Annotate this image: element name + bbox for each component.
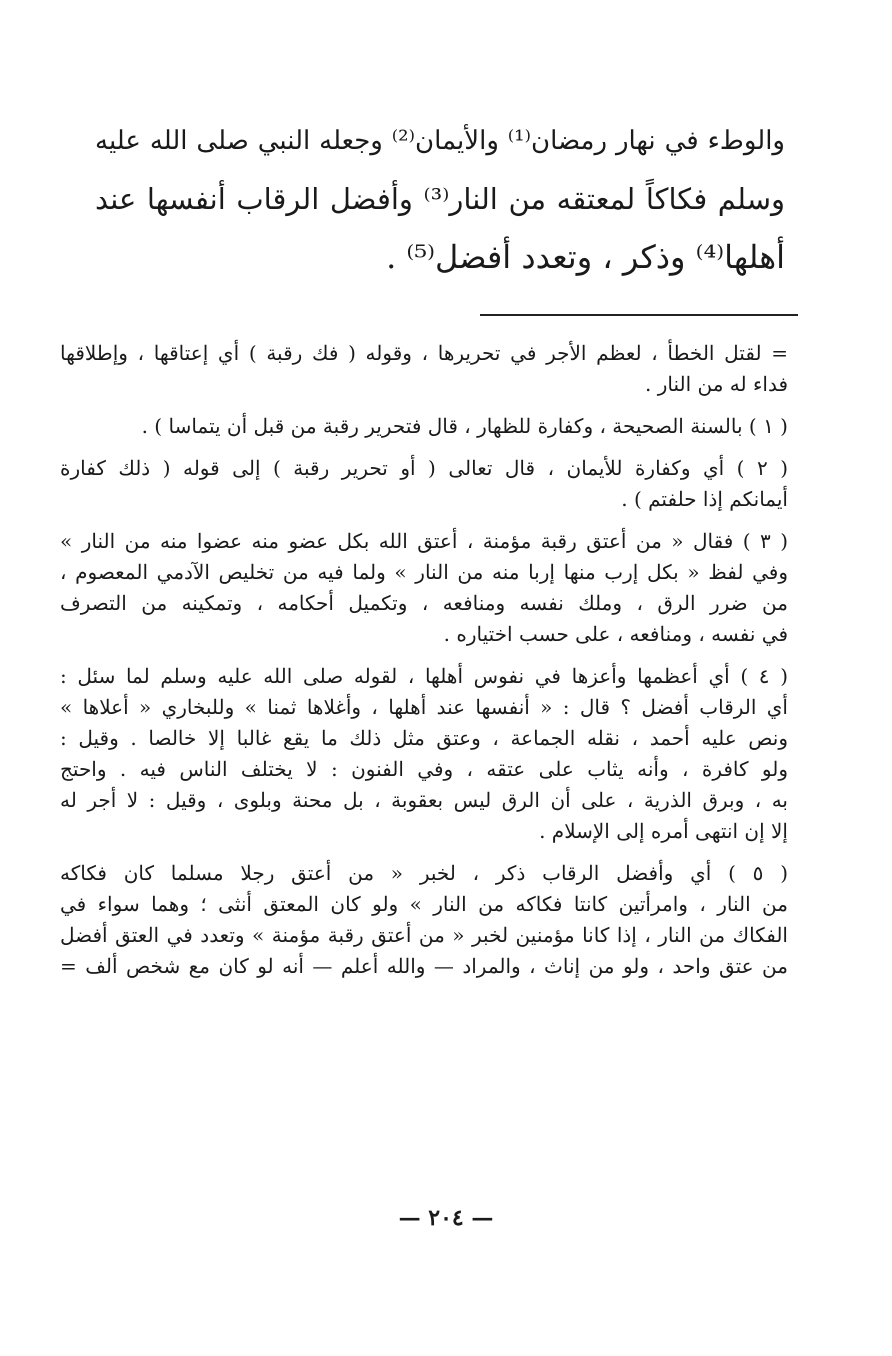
- footnote-line: الفكاك من النار ، إذا كانا مؤمنين لخبر « من أعتق رقبة مؤمنة » وتعدد في العتق أفضل: [60, 923, 788, 947]
- footnote-line: ( ٢ ) أي وكفارة للأيمان ، قال تعالى ( أو تحرير رقبة ) إلى قوله ( ذلك كفارة: [60, 456, 788, 480]
- main-text-line: والوطء في نهار رمضان⁽¹⁾ والأيمان⁽²⁾ وجعله النبي صلى الله عليه: [95, 126, 785, 156]
- footnote-line: ( ١ ) بالسنة الصحيحة ، وكفارة للظهار ، قال فتحرير رقبة من قبل أن يتماسا ) .: [141, 414, 788, 438]
- footnote-line: ونص عليه أحمد ، نقله الجماعة ، وعتق مثل ذلك ما يقع غالبا إلا خالصا . وقيل :: [60, 726, 788, 750]
- footnote-line: من ضرر الرق ، وملك نفسه ومنافعه ، وتكميل أحكامه ، وتمكينه من التصرف: [60, 591, 788, 615]
- footnote-2: [60, 453, 788, 515]
- main-text-block: [95, 112, 785, 286]
- main-text-line: أهلها⁽⁴⁾ وذكر ، وتعدد أفضل⁽⁵⁾ .: [386, 238, 785, 276]
- footnotes-block: [60, 338, 788, 993]
- footnote-continuation: [60, 338, 788, 400]
- footnote-line: من النار ، وامرأتين كانتا فكاكه من النار » ولو كان المعتق أنثى ؛ وهما سواء في: [60, 892, 788, 916]
- main-text-line: وسلم فكاكاً لمعتقه من النار⁽³⁾ وأفضل الرقاب أنفسها عند: [95, 182, 785, 216]
- footnote-line: في نفسه ، ومنافعه ، على حسب اختياره .: [443, 622, 788, 646]
- footnote-separator-rule: [480, 314, 798, 316]
- footnote-line: ( ٤ ) أي أعظمها وأعزها في نفوس أهلها ، لقوله صلى الله عليه وسلم لما سئل :: [60, 664, 788, 688]
- footnote-line: ( ٣ ) فقال « من أعتق رقبة مؤمنة ، أعتق الله بكل عضو منه عضوا منه من النار »: [60, 529, 788, 553]
- footnote-3: [60, 526, 788, 650]
- footnote-4: [60, 661, 788, 847]
- footnote-line: ولو كافرة ، وأنه يثاب على عتقه ، وفي الفنون : لا يختلف الناس فيه . واحتج: [60, 757, 788, 781]
- footnote-line: إلا إن انتهى أمره إلى الإسلام .: [539, 819, 788, 843]
- footnote-1: [60, 411, 788, 442]
- footnote-line: أي الرقاب أفضل ؟ قال : « أنفسها عند أهلها ، وأغلاها ثمنا » وللبخاري « أعلاها »: [60, 695, 788, 719]
- footnote-5: [60, 858, 788, 982]
- page-number: — ٢٠٤ —: [398, 1205, 494, 1231]
- footnote-line: أيمانكم إذا حلفتم ) .: [621, 487, 788, 511]
- footnote-line: وفي لفظ « بكل إرب منها إربا منه من النار » ولما فيه من تخليص الآدمي المعصوم ،: [60, 560, 788, 584]
- footnote-line: فداء له من النار .: [645, 372, 788, 396]
- footnote-line: من عتق واحد ، ولو من إناث ، والمراد — والله أعلم — أنه لو كان مع شخص ألف =: [60, 954, 788, 978]
- footnote-line: به ، وبرق الذرية ، على أن الرق ليس بعقوبة ، بل محنة وبلوى ، وقيل : لا أجر له: [60, 788, 788, 812]
- footnote-line: ( ٥ ) أي وأفضل الرقاب ذكر ، لخبر « من أعتق رجلا مسلما كان فكاكه: [60, 861, 788, 885]
- footnote-line: = لقتل الخطأ ، لعظم الأجر في تحريرها ، وقوله ( فك رقبة ) أي إعتاقها ، وإطلاقها: [60, 341, 788, 365]
